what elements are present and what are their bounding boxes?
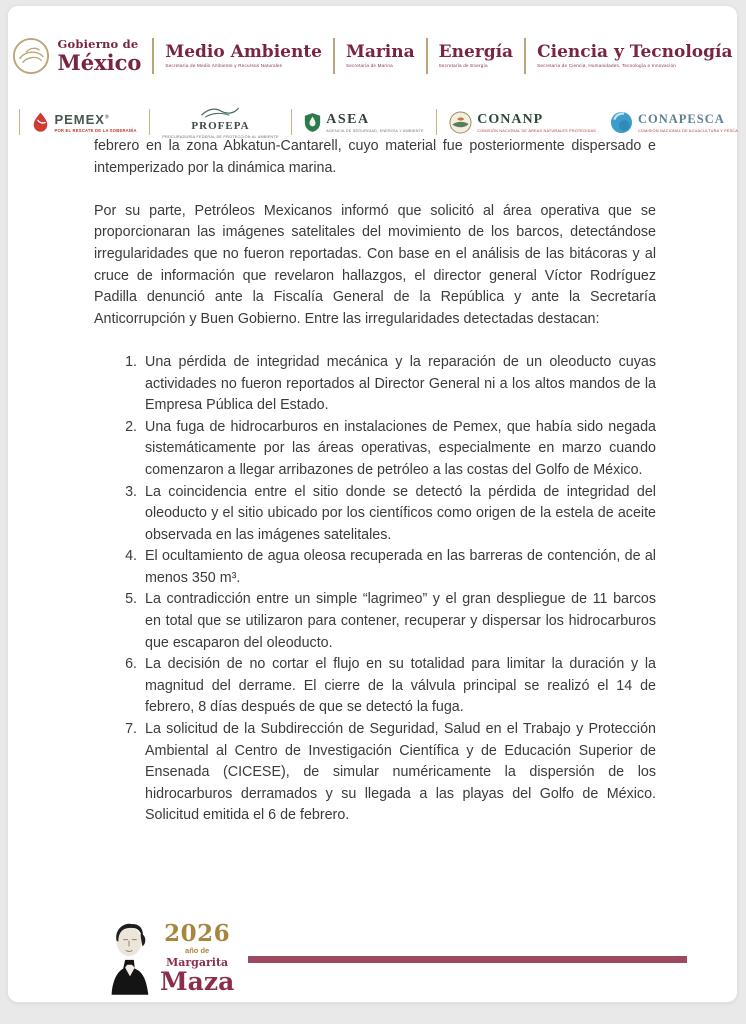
pemex-wordmark: PEMEX® bbox=[54, 111, 110, 127]
footer-rule bbox=[248, 956, 687, 963]
page-footer bbox=[100, 918, 687, 998]
header-divider bbox=[152, 38, 154, 74]
list-item: 5. La contradicción entre un simple “lagrimeo” y el gran despliegue de 11 barcos en total que se utilizaron para contener, recuperar y dispersar los hidrocarburos que escaparon del oleoducto. bbox=[141, 589, 656, 654]
registered-mark: ® bbox=[104, 114, 110, 121]
profepa-caption: PROCURADURÍA FEDERAL DE PROTECCIÓN AL AMBIENTE bbox=[162, 134, 279, 139]
paragraph-dispersion: febrero en la zona Abkatun-Cantarell, cuyo material fue posteriormente dispersado e intemperizado por la dinámica marina. bbox=[94, 138, 656, 176]
conapesca-logo bbox=[610, 111, 738, 134]
eagle-seal-icon bbox=[12, 37, 50, 75]
maza-2026-logo bbox=[160, 922, 234, 994]
maza-ano-de: año de bbox=[185, 946, 210, 956]
list-item: 4. El ocultamiento de agua oleosa recuperada en las barreras de contención, de al menos 350 m³. bbox=[141, 546, 656, 589]
ministry-caption: Secretaría de Energía bbox=[438, 63, 488, 69]
margarita-maza-portrait bbox=[100, 919, 158, 997]
header-divider bbox=[426, 38, 428, 74]
gov-wordmark-top: Gobierno de bbox=[57, 37, 139, 52]
ministry-caption: Secretaría de Medio Ambiente y Recursos Naturales bbox=[165, 63, 283, 69]
pemex-logo bbox=[32, 111, 136, 133]
ministry-ciencia-tecnologia bbox=[537, 41, 733, 69]
list-item: 7. La solicitud de la Subdirección de Seguridad, Salud en el Trabajo y Protección Ambiental al Centro de Investigación Científica y de Educación Superior de Ensenada (CICESE), de simular numéricamente la dispersión de los hidrocarburos derramados y su llegada a las playas del Golfo de México. Solicitud emitida el 6 de febrero. bbox=[141, 719, 656, 827]
gobierno-de-mexico-logo bbox=[12, 37, 141, 75]
asea-wordmark: ASEA bbox=[326, 111, 370, 127]
pemex-eagle-icon bbox=[32, 111, 49, 133]
conanp-wordmark: CONANP bbox=[477, 111, 544, 127]
ministry-marina bbox=[346, 41, 415, 69]
pemex-caption: POR EL RESCATE DE LA SOBERANÍA bbox=[54, 128, 137, 133]
conapesca-globe-icon bbox=[610, 111, 633, 134]
irregularities-list bbox=[94, 352, 656, 827]
logo-divider bbox=[291, 109, 293, 135]
asea-shield-icon bbox=[304, 112, 321, 133]
list-item: 1. Una pérdida de integridad mecánica y la reparación de un oleoducto cuyas actividades no fueron reportados al Director General ni a los altos mandos de la Empresa Pública del Estado. bbox=[141, 352, 656, 417]
maza-margarita: Margarita bbox=[166, 955, 229, 969]
ministry-name: Marina bbox=[346, 41, 415, 62]
ministry-name: Medio Ambiente bbox=[165, 41, 322, 62]
profepa-wave-icon bbox=[199, 106, 241, 119]
ministry-caption: Secretaría de Marina bbox=[346, 63, 393, 69]
document-text bbox=[94, 136, 656, 827]
ministry-medio-ambiente bbox=[165, 41, 322, 69]
conanp-caption: COMISIÓN NACIONAL DE ÁREAS NATURALES PROTEGIDAS bbox=[477, 129, 596, 133]
maza-year: 2026 bbox=[164, 920, 231, 948]
asea-caption: AGENCIA DE SEGURIDAD, ENERGÍA Y AMBIENTE bbox=[326, 129, 424, 133]
ministry-name: Ciencia y Tecnología bbox=[537, 41, 733, 62]
gov-wordmark-name: México bbox=[57, 49, 142, 75]
conapesca-wordmark: CONAPESCA bbox=[637, 112, 725, 126]
list-item: 3. La coincidencia entre el sitio donde se detectó la pérdida de integridad del oleoducto y el sitio ubicado por los científicos como origen de la estela de aceite observada en las imágenes satelitales. bbox=[141, 482, 656, 547]
paragraph-pemex-denuncia: Por su parte, Petróleos Mexicanos informó que solicitó al área operativa que se proporcionaran las imágenes satelitales del movimiento de los barcos, detectándose irregularidades que no fueron reportadas. Con base en el análisis de las bitácoras y al cruce de información que revelaron hallazgos, el director general Víctor Rodríguez Padilla denunció ante la Fiscalía General de la República y ante la Secretaría Anticorrupción y Buen Gobierno. Entre las irregularidades detectadas destacan: bbox=[94, 202, 656, 327]
logo-divider bbox=[19, 109, 21, 135]
ministry-caption: Secretaría de Ciencia, Humanidades, Tecnología e Innovación bbox=[537, 63, 676, 69]
ministry-energia bbox=[438, 41, 514, 69]
logo-divider bbox=[436, 109, 438, 135]
header-divider bbox=[524, 38, 526, 74]
conapesca-caption: COMISIÓN NACIONAL DE ACUACULTURA Y PESCA bbox=[637, 128, 739, 133]
list-item: 2. Una fuga de hidrocarburos en instalaciones de Pemex, que había sido negada sistemáticamente por las áreas operativas, especialmente en marzo cuando comenzaron a llegar arribazones de petróleo a las costas del Golfo de México. bbox=[141, 417, 656, 482]
profepa-logo bbox=[162, 106, 279, 139]
maza-surname: Maza bbox=[160, 966, 235, 996]
logo-divider bbox=[149, 109, 151, 135]
asea-logo bbox=[304, 112, 424, 134]
conanp-bird-icon bbox=[449, 111, 472, 134]
list-item: 6. La decisión de no cortar el flujo en su totalidad para limitar la duración y la magnitud del derrame. El cierre de la válvula principal se realizó el 14 de febrero, 8 días después de que se detectó la fuga. bbox=[141, 654, 656, 719]
ministry-name: Energía bbox=[438, 41, 514, 62]
document-page bbox=[8, 6, 737, 1002]
profepa-wordmark: PROFEPA bbox=[191, 120, 250, 132]
agency-logo-row bbox=[8, 106, 737, 139]
conanp-logo bbox=[449, 111, 596, 134]
government-header bbox=[8, 37, 737, 75]
header-divider bbox=[333, 38, 335, 74]
